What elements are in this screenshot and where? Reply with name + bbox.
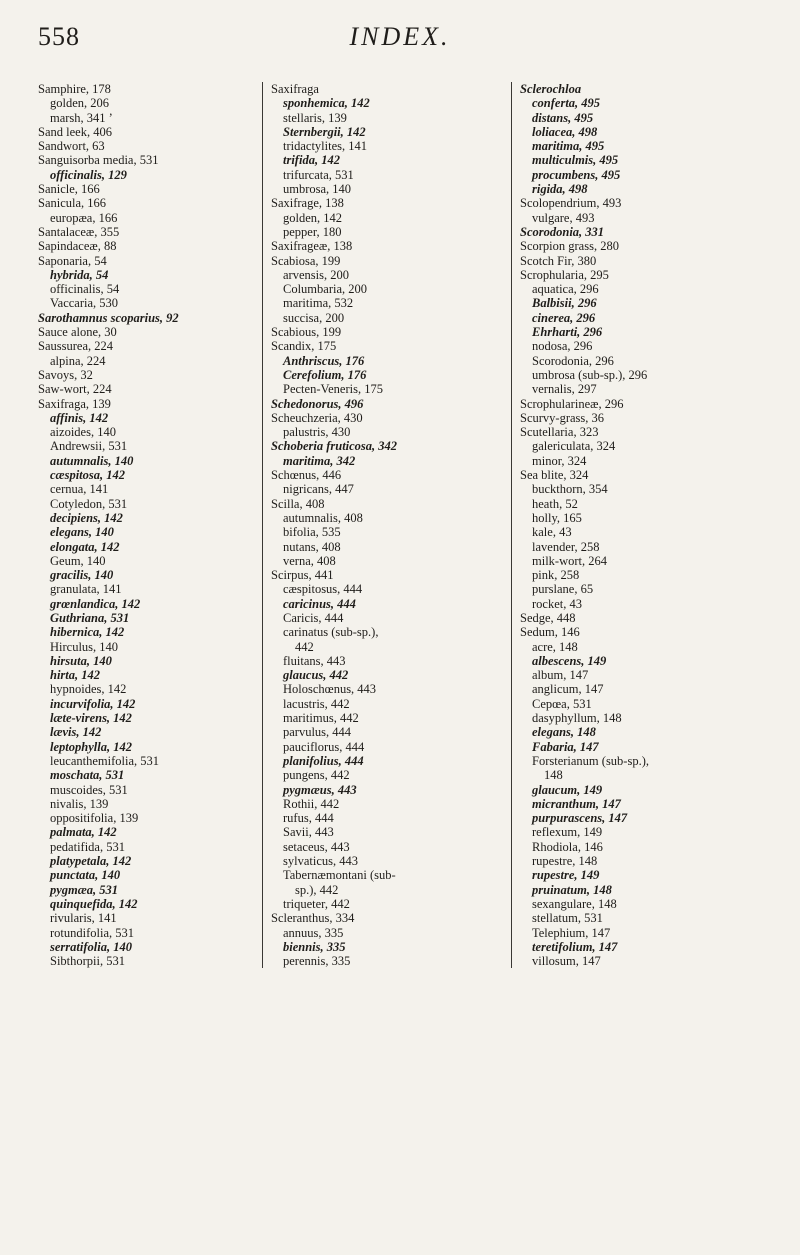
index-entry: Sea blite, 324	[520, 468, 589, 483]
index-subentry: grœnlandica, 142	[50, 596, 141, 611]
index-subentry: cæspitosus, 444	[283, 582, 363, 597]
index-subentry: hypnoides, 142	[50, 682, 127, 697]
index-entry: Schœnus, 446	[271, 468, 342, 483]
index-entry: Savoys, 32	[38, 367, 93, 382]
index-entry: Scutellaria, 323	[520, 425, 599, 440]
index-entry: Scurvy-grass, 36	[520, 410, 605, 425]
index-subentry: carinatus (sub-sp.),	[283, 625, 379, 640]
index-subentry: rocket, 43	[532, 596, 582, 611]
index-subentry: micranthum, 147	[532, 796, 621, 811]
index-subentry: Cotyledon, 531	[50, 496, 128, 511]
index-subentry: trifida, 142	[283, 153, 340, 168]
index-subentry: kale, 43	[532, 525, 572, 540]
index-subentry: sexangulare, 148	[532, 896, 617, 911]
index-entry: Scirpus, 441	[271, 568, 334, 583]
index-subentry: aizoides, 140	[50, 425, 116, 440]
index-subentry: maritima, 532	[283, 296, 354, 311]
index-subentry: anglicum, 147	[532, 682, 604, 697]
index-subentry: planifolius, 444	[283, 753, 364, 768]
index-subentry: rotundifolia, 531	[50, 925, 135, 940]
index-column-2	[262, 82, 491, 968]
index-subentry: alpina, 224	[50, 353, 106, 368]
index-subentry: verna, 408	[283, 553, 336, 568]
index-subentry: annuus, 335	[283, 925, 344, 940]
index-entry: Scabious, 199	[271, 325, 342, 340]
index-subentry: cinerea, 296	[532, 310, 596, 325]
page-number: 558	[38, 22, 80, 51]
index-subentry: rupestre, 149	[532, 868, 600, 883]
index-subentry: affinis, 142	[50, 410, 109, 425]
index-subentry: oppositifolia, 139	[50, 811, 139, 826]
index-subentry: Sternbergii, 142	[283, 124, 366, 139]
index-subentry: Anthriscus, 176	[283, 353, 365, 368]
index-subentry: teretifolium, 147	[532, 939, 618, 954]
index-subentry: aquatica, 296	[532, 282, 599, 297]
index-subentry: pepper, 180	[283, 224, 342, 239]
index-subentry: umbrosa, 140	[283, 182, 352, 197]
index-subentry: cæspitosa, 142	[50, 468, 125, 483]
page-title: INDEX.	[349, 22, 451, 51]
index-subentry: sylvaticus, 443	[283, 854, 358, 869]
index-subentry: officinalis, 54	[50, 282, 120, 297]
index-entry: Saponaria, 54	[38, 253, 107, 268]
index-entry: Scolopendrium, 493	[520, 196, 622, 211]
index-subentry: perennis, 335	[283, 954, 351, 969]
index-subentry: galericulata, 324	[532, 439, 616, 454]
index-subentry: Scorodonia, 296	[532, 353, 614, 368]
index-subentry: tridactylites, 141	[283, 139, 368, 154]
index-subentry: punctata, 140	[50, 868, 121, 883]
index-subentry: hirta, 142	[50, 668, 101, 683]
index-subentry: purpurascens, 147	[532, 811, 628, 826]
index-subentry: Geum, 140	[50, 553, 106, 568]
index-subentry: Pecten-Veneris, 175	[283, 382, 383, 397]
index-subentry: nivalis, 139	[50, 796, 109, 811]
index-subentry: bifolia, 535	[283, 525, 341, 540]
index-subentry: Andrewsii, 531	[50, 439, 128, 454]
index-entry: Saxifrage, 138	[271, 196, 344, 211]
index-subentry: trifurcata, 531	[283, 167, 354, 182]
index-subentry: 148	[544, 768, 563, 783]
index-entry: Santalaceæ, 355	[38, 224, 120, 239]
index-subentry: stellaris, 139	[283, 110, 347, 125]
index-subentry: Forsterianum (sub-sp.),	[532, 753, 649, 768]
index-subentry: biennis, 335	[283, 939, 346, 954]
index-subentry: europæa, 166	[50, 210, 118, 225]
index-subentry: palustris, 430	[283, 425, 351, 440]
index-entry: Sedum, 146	[520, 625, 580, 640]
index-subentry: triqueter, 442	[283, 896, 350, 911]
index-subentry: vernalis, 297	[532, 382, 597, 397]
index-entry: Sapindaceæ, 88	[38, 239, 117, 254]
index-subentry: Cepœa, 531	[532, 696, 592, 711]
index-subentry: succisa, 200	[283, 310, 345, 325]
index-subentry: glaucus, 442	[283, 668, 349, 683]
index-subentry: arvensis, 200	[283, 267, 349, 282]
index-subentry: elegans, 148	[532, 725, 596, 740]
index-subentry: reflexum, 149	[532, 825, 603, 840]
index-subentry: Tabernæmontani (sub-	[283, 868, 396, 883]
index-subentry: lævis, 142	[50, 725, 102, 740]
index-subentry: sponhemica, 142	[283, 96, 370, 111]
index-subentry: Ehrharti, 296	[532, 325, 603, 340]
index-entry: Saussurea, 224	[38, 339, 113, 354]
index-subentry: nodosa, 296	[532, 339, 593, 354]
index-subentry: maritimus, 442	[283, 711, 359, 726]
index-entry: Sandwort, 63	[38, 139, 105, 154]
index-entry: Sanguisorba media, 531	[38, 153, 159, 168]
index-subentry: Telephium, 147	[532, 925, 611, 940]
index-subentry: hybrida, 54	[50, 267, 109, 282]
index-subentry: purslane, 65	[532, 582, 594, 597]
index-subentry: pungens, 442	[283, 768, 350, 783]
index-subentry: maritima, 342	[283, 453, 356, 468]
index-entry: Samphire, 178	[38, 82, 111, 96]
index-subentry: Hirculus, 140	[50, 639, 119, 654]
index-subentry: Guthriana, 531	[50, 610, 130, 625]
index-subentry: album, 147	[532, 668, 589, 683]
index-subentry: marsh, 341 ’	[50, 110, 113, 125]
index-subentry: nigricans, 447	[283, 482, 354, 497]
index-subentry: palmata, 142	[50, 825, 117, 840]
index-subentry: golden, 142	[283, 210, 343, 225]
index-subentry: Rhodiola, 146	[532, 839, 603, 854]
index-entry: Saw-wort, 224	[38, 382, 112, 397]
index-subentry: parvulus, 444	[283, 725, 352, 740]
index-entry: Saxifraga	[271, 82, 319, 96]
index-subentry: officinalis, 129	[50, 167, 127, 182]
index-entry: Scotch Fir, 380	[520, 253, 597, 268]
index-subentry: Savii, 443	[283, 825, 334, 840]
index-subentry: caricinus, 444	[283, 596, 356, 611]
index-column-1	[38, 82, 248, 968]
index-subentry: setaceus, 443	[283, 839, 350, 854]
index-subentry: platypetala, 142	[50, 854, 132, 869]
index-subentry: Sibthorpii, 531	[50, 954, 126, 969]
index-entry: Schedonorus, 496	[271, 396, 364, 411]
index-subentry: acre, 148	[532, 639, 578, 654]
index-subentry: procumbens, 495	[532, 167, 621, 182]
index-subentry: pygmæa, 531	[50, 882, 119, 897]
index-subentry: villosum, 147	[532, 954, 601, 969]
index-subentry: autumnalis, 140	[50, 453, 134, 468]
index-subentry: Balbisii, 296	[532, 296, 597, 311]
index-subentry: pedatifida, 531	[50, 839, 125, 854]
index-subentry: leucanthemifolia, 531	[50, 753, 159, 768]
index-subentry: loliacea, 498	[532, 124, 598, 139]
index-subentry: multiculmis, 495	[532, 153, 619, 168]
index-subentry: moschata, 531	[50, 768, 125, 783]
index-subentry: rigida, 498	[532, 182, 588, 197]
index-subentry: cernua, 141	[50, 482, 109, 497]
index-subentry: rupestre, 148	[532, 854, 598, 869]
index-entry: Sauce alone, 30	[38, 325, 117, 340]
index-entry: Scorodonia, 331	[520, 224, 605, 239]
index-subentry: Fabaria, 147	[532, 739, 599, 754]
index-subentry: granulata, 141	[50, 582, 122, 597]
index-subentry: rufus, 444	[283, 811, 334, 826]
index-entry: Sanicle, 166	[38, 182, 100, 197]
index-subentry: stellatum, 531	[532, 911, 603, 926]
index-subentry: golden, 206	[50, 96, 110, 111]
index-subentry: buckthorn, 354	[532, 482, 608, 497]
index-subentry: holly, 165	[532, 510, 582, 525]
index-entry: Sedge, 448	[520, 610, 576, 625]
index-subentry: muscoides, 531	[50, 782, 128, 797]
index-subentry: Cerefolium, 176	[283, 367, 367, 382]
index-column-3	[511, 82, 780, 968]
index-entry: Saxifraga, 139	[38, 396, 111, 411]
index-subentry: lavender, 258	[532, 539, 600, 554]
index-entry: Scrophularia, 295	[520, 267, 609, 282]
index-subentry: Caricis, 444	[283, 610, 344, 625]
page-header	[38, 22, 762, 62]
index-entry: Scorpion grass, 280	[520, 239, 619, 254]
index-subentry: minor, 324	[532, 453, 587, 468]
index-entry: Scilla, 408	[271, 496, 325, 511]
index-subentry: glaucum, 149	[532, 782, 603, 797]
index-entry: Scleranthus, 334	[271, 911, 355, 926]
index-subentry: pink, 258	[532, 568, 580, 583]
index-subentry: quinquefida, 142	[50, 896, 138, 911]
index-subentry: maritima, 495	[532, 139, 605, 154]
index-entry: Schoberia fruticosa, 342	[271, 439, 398, 454]
index-subentry: hirsuta, 140	[50, 653, 112, 668]
index-subentry: serratifolia, 140	[50, 939, 132, 954]
index-subentry: pauciflorus, 444	[283, 739, 365, 754]
index-entry: Sclerochloa	[520, 82, 582, 96]
index-subentry: dasyphyllum, 148	[532, 711, 622, 726]
index-subentry: læte-virens, 142	[50, 711, 132, 726]
index-entry: Sarothamnus scoparius, 92	[38, 310, 179, 325]
index-entry: Saxifrageæ, 138	[271, 239, 353, 254]
index-subentry: lacustris, 442	[283, 696, 350, 711]
index-subentry: milk-wort, 264	[532, 553, 607, 568]
index-subentry: umbrosa (sub-sp.), 296	[532, 367, 648, 382]
index-subentry: elongata, 142	[50, 539, 120, 554]
index-entry: Sanicula, 166	[38, 196, 107, 211]
index-subentry: heath, 52	[532, 496, 578, 511]
index-subentry: Rothii, 442	[283, 796, 340, 811]
index-subentry: nutans, 408	[283, 539, 341, 554]
index-subentry: Vaccaria, 530	[50, 296, 119, 311]
index-subentry: vulgare, 493	[532, 210, 595, 225]
index-subentry: sp.), 442	[295, 882, 339, 897]
index-subentry: decipiens, 142	[50, 510, 123, 525]
index-subentry: 442	[295, 639, 314, 654]
index-subentry: incurvifolia, 142	[50, 696, 136, 711]
index-entry: Scheuchzeria, 430	[271, 410, 363, 425]
index-subentry: Holoschœnus, 443	[283, 682, 377, 697]
index-subentry: autumnalis, 408	[283, 510, 363, 525]
index-entry: Sand leek, 406	[38, 124, 112, 139]
index-entry: Scrophularineæ, 296	[520, 396, 624, 411]
index-subentry: albescens, 149	[532, 653, 607, 668]
index-entry: Scandix, 175	[271, 339, 337, 354]
index-subentry: distans, 495	[532, 110, 594, 125]
index-subentry: fluitans, 443	[283, 653, 346, 668]
index-subentry: conferta, 495	[532, 96, 601, 111]
index-subentry: gracilis, 140	[50, 568, 114, 583]
index-subentry: rivularis, 141	[50, 911, 117, 926]
index-subentry: elegans, 140	[50, 525, 114, 540]
index-entry: Scabiosa, 199	[271, 253, 341, 268]
index-subentry: leptophylla, 142	[50, 739, 132, 754]
index-subentry: pruinatum, 148	[532, 882, 612, 897]
index-subentry: hibernica, 142	[50, 625, 125, 640]
index-subentry: Columbaria, 200	[283, 282, 368, 297]
index-subentry: pygmæus, 443	[283, 782, 357, 797]
